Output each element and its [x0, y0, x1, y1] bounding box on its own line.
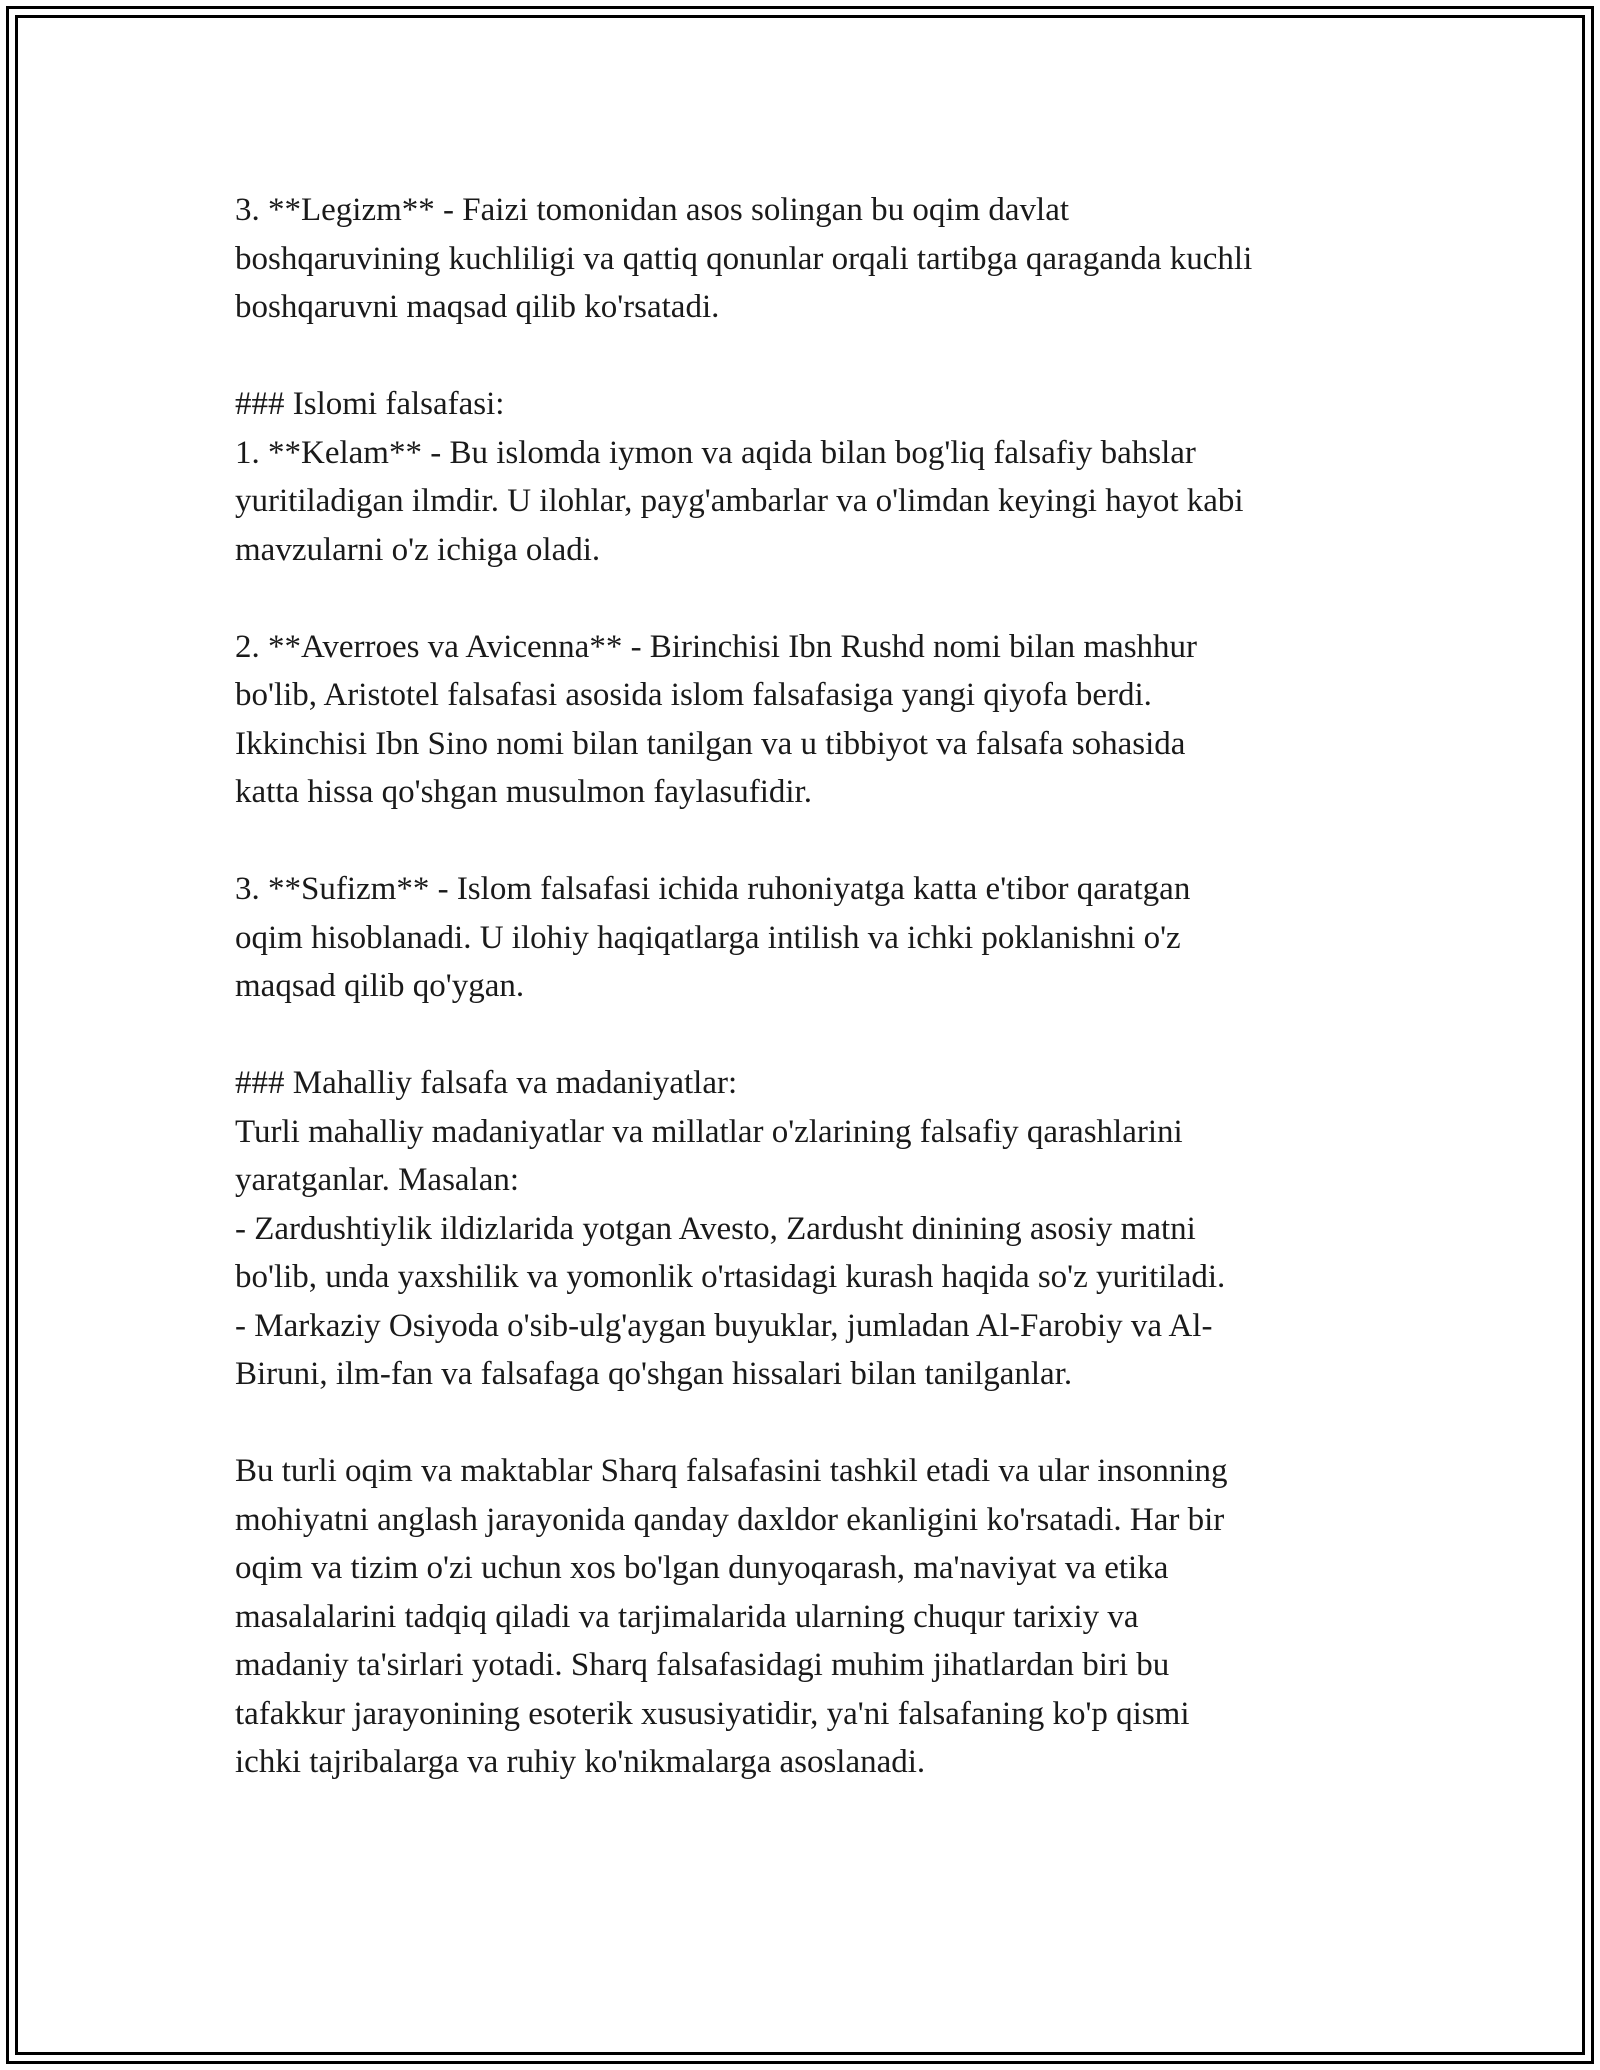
list-item-line: - Markaziy Osiyoda o'sib-ulg'aygan buyuklar, jumladan Al-Farobiy va Al-: [235, 1307, 1213, 1344]
paragraph-islomi-kelam: [235, 380, 1395, 574]
paragraph-averroes-avicenna: [235, 623, 1395, 817]
text-line: katta hissa qo'shgan musulmon faylasufidir.: [235, 774, 812, 810]
text-line: mohiyatni anglash jarayonida qanday daxldor ekanligini ko'rsatadi. Har bir: [235, 1501, 1225, 1538]
paragraph-sufizm: [235, 865, 1395, 1011]
list-item-line: - Zardushtiylik ildizlarida yotgan Avesto, Zardusht dinining asosiy matni: [235, 1210, 1196, 1247]
document-body: [235, 186, 1395, 1835]
text-line: ichki tajribalarga va ruhiy ko'nikmalarga asoslanadi.: [235, 1744, 926, 1780]
text-line: tafakkur jarayonining esoterik xususiyatidir, ya'ni falsafaning ko'p qismi: [235, 1695, 1190, 1732]
text-line: Ikkinchisi Ibn Sino nomi bilan tanilgan va u tibbiyot va falsafa sohasida: [235, 725, 1186, 762]
text-line: 2. **Averroes va Avicenna** - Birinchisi Ibn Rushd nomi bilan mashhur: [235, 628, 1198, 665]
text-line: mavzularni o'z ichiga oladi.: [235, 531, 601, 568]
text-line: Bu turli oqim va maktablar Sharq falsafasini tashkil etadi va ular insonning: [235, 1453, 1228, 1489]
text-line: bo'lib, Aristotel falsafasi asosida islom falsafasiga yangi qiyofa berdi.: [235, 677, 1152, 713]
paragraph-mahalliy: [235, 1059, 1395, 1399]
section-heading: ### Mahalliy falsafa va madaniyatlar:: [235, 1065, 738, 1101]
text-line: yaratganlar. Masalan:: [235, 1162, 520, 1198]
text-line: masalalarini tadqiq qiladi va tarjimalarida ularning chuqur tarixiy va: [235, 1598, 1139, 1635]
text-line: maqsad qilib qo'ygan.: [235, 968, 525, 1004]
text-line: boshqaruvni maqsad qilib ko'rsatadi.: [235, 289, 720, 325]
text-line: oqim va tizim o'zi uchun xos bo'lgan dunyoqarash, ma'naviyat va etika: [235, 1550, 1169, 1586]
text-line: boshqaruvining kuchliligi va qattiq qonunlar orqali tartibga qaraganda kuchli: [235, 240, 1253, 277]
text-line: 3. **Sufizm** - Islom falsafasi ichida ruhoniyatga katta e'tibor qaratgan: [235, 871, 1191, 907]
text-line: 3. **Legizm** - Faizi tomonidan asos solingan bu oqim davlat: [235, 192, 1070, 228]
list-item-line: bo'lib, unda yaxshilik va yomonlik o'rtasidagi kurash haqida so'z yuritiladi.: [235, 1259, 1226, 1295]
text-line: oqim hisoblanadi. U ilohiy haqiqatlarga intilish va ichki poklanishni o'z: [235, 919, 1181, 956]
list-item-line: Biruni, ilm-fan va falsafaga qo'shgan hissalari bilan tanilganlar.: [235, 1356, 1073, 1392]
paragraph-legizm: [235, 186, 1395, 332]
text-line: Turli mahalliy madaniyatlar va millatlar o'zlarining falsafiy qarashlarini: [235, 1113, 1183, 1150]
section-heading: ### Islomi falsafasi:: [235, 386, 505, 422]
text-line: 1. **Kelam** - Bu islomda iymon va aqida bilan bog'liq falsafiy bahslar: [235, 434, 1196, 471]
text-line: madaniy ta'sirlari yotadi. Sharq falsafasidagi muhim jihatlardan biri bu: [235, 1647, 1170, 1683]
paragraph-xulosa: [235, 1447, 1395, 1787]
text-line: yuritiladigan ilmdir. U ilohlar, payg'ambarlar va o'limdan keyingi hayot kabi: [235, 483, 1244, 519]
